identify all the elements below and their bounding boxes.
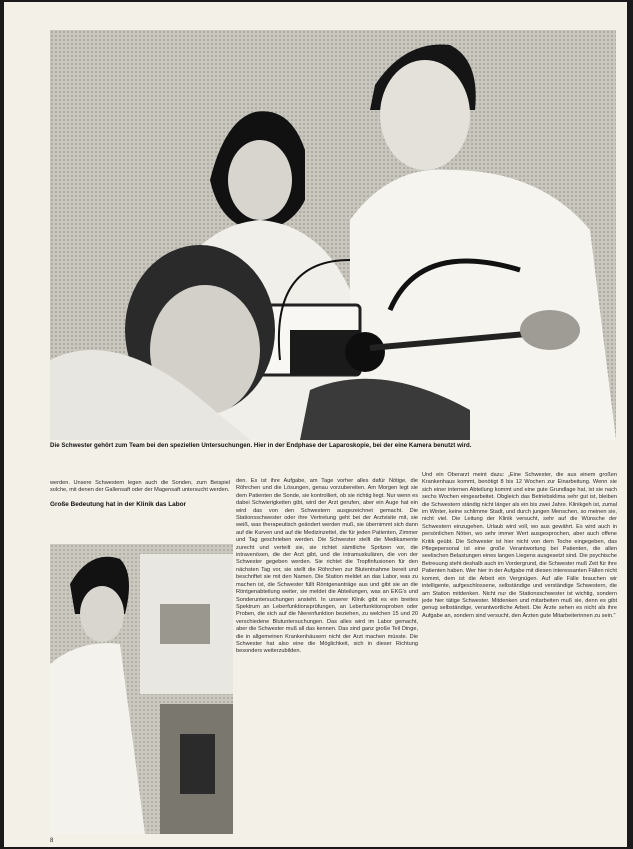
- laboratory-photo: [50, 544, 233, 834]
- column-2: [236, 478, 418, 843]
- column-1-intro: werden. Unsere Schwestern legen auch die Sonden, zum Beispiel solche, mit denen der Gallensaft oder der Magensaft untersucht werden.: [50, 480, 230, 494]
- column-2-text: den. Es ist ihre Aufgabe, am Tage vorher alles dafür Nötige, die Röhrchen und die Lösungen, genau vorzubereiten. Am Morgen legt sie dem Patienten die Sonde, sie kontrolliert, ob sie richtig liegt. Nur wenn es dabei Schwierigkeiten gibt, wird der Arzt gerufen, aber ein Auge hat ein wird das von den Schwestern ausgezeichnet gemacht. Die Stationsschwester oder ihre Vertretung geht bei der Arztvisite mit, sie weiß, was therapeutisch geändert werden muß, sie übernimmt sich dann auf die Kurven und auf die Medizinzettel, die für jeden Patienten, Zimmer und Tag geschrieben werden. Die Schwester stellt die Medikamente zurecht und verteilt sie, sie richtet sämtliche Spritzen vor, die intravenösen, die der Arzt gibt, und die intramuskulären, die von der Schwester gegeben werden. Sie richtet die Tropfinfusionen für den nächsten Tag vor, sie stellt die Röhrchen zur Blutentnahme bereit und beschriftet sie mit den Namen. Die Station meldet an das Labor, was zu machen ist, die Schwester füllt Röntgenanträge aus und gibt sie an die Röntgenabteilung weiter, sie meldet die Abteilungen, was an EKG's und Sonderuntersuchungen ansteht. In unserer Klinik gibt es ein breites Spektrum an Leberfunktionsprüfungen, an Leberfunktionsproben oder Proben, die sich auf die Nierenfunktion beziehen, zu welchen 15 und 20 verschiedene Blutuntersuchungen. Das alles wird im Labor gemacht, aber die Schwester muß all das kennen. Das sind ganz große Teil Dinge, die in allgemeinen Krankenhäusern nicht der Arzt machen müsste. Die Schwester hat also eine die Möglichkeit, sich in dieser Richtung besonders weiterzubilden.: [236, 478, 418, 655]
- page-number: 8: [50, 838, 54, 844]
- laparoscopy-photo: [50, 30, 616, 440]
- section-subhead: Große Bedeutung hat in der Klinik das Labor: [50, 500, 186, 508]
- magazine-page: [4, 2, 627, 847]
- column-3-text: Und ein Oberarzt meint dazu: „Eine Schwester, die aus einem großen Krankenhaus kommt, benötigt 8 bis 12 Wochen zur Einarbeitung. Wenn sie sich einer internen Abteilung kommt und eine gute Grundlage hat, ist sie nach sechs Wochen eingearbeitet. Obgleich das Betriebsklima sehr gut ist, bleiben die Schwestern ständig nicht länger als ein bis zwei Jahre. Klinikgeh ist, zumal im Winter, keine schlimme Stadt, und durch jungen Menschen, so meinen sie, nicht viel. Die Leitung der Klinik versucht, sehr auf die Wünsche der Schwestern einzugehen. Urlaub wird voll, wo aus gewährt. Es wird auch in persönlichen Nöten, wo sehr immer Wert ausgesprochen, aber auch offene Kritik geübt. Die Schwester ist hier nicht von dem Toche eingegeben, das Pflegepersonal ist eine große Verantwortung bei Patienten, die allen seelischen Belastungen eines langen Liegens ausgesetzt sind. Die psychische Betreuung steht deshalb auch im Vordergrund, die Schwester muß Zeit für ihre Patienten haben. Wer hier in der Aufgabe mit diesen interessanten Fällen nicht kommt, dem ist die Arbeit ein Vergnügen. Auf alle Fälle brauchen wir intelligente, aufgeschlossene, selbständige und verständige Schwestern, die am Station mitdenken. Nicht nur die Stationsschwester ist wichtig, sondern jede hier tätige Schwester. Mitdenken und mitarbeiten muß sie, denn es gibt genug selbständige, verantwortliche Arbeit. Die Ärzte sehen es nicht als ihre Aufgabe an, sondern sind versucht, den Ärzten gute Mitarbeiterinnen zu sein.": [422, 472, 617, 619]
- column-1: [50, 480, 230, 508]
- column-3: [422, 472, 617, 842]
- photo-caption: Die Schwester gehört zum Team bei den speziellen Untersuchungen. Hier in der Endphase der Laparoskopie, bei der eine Kamera benutzt wird.: [50, 442, 472, 449]
